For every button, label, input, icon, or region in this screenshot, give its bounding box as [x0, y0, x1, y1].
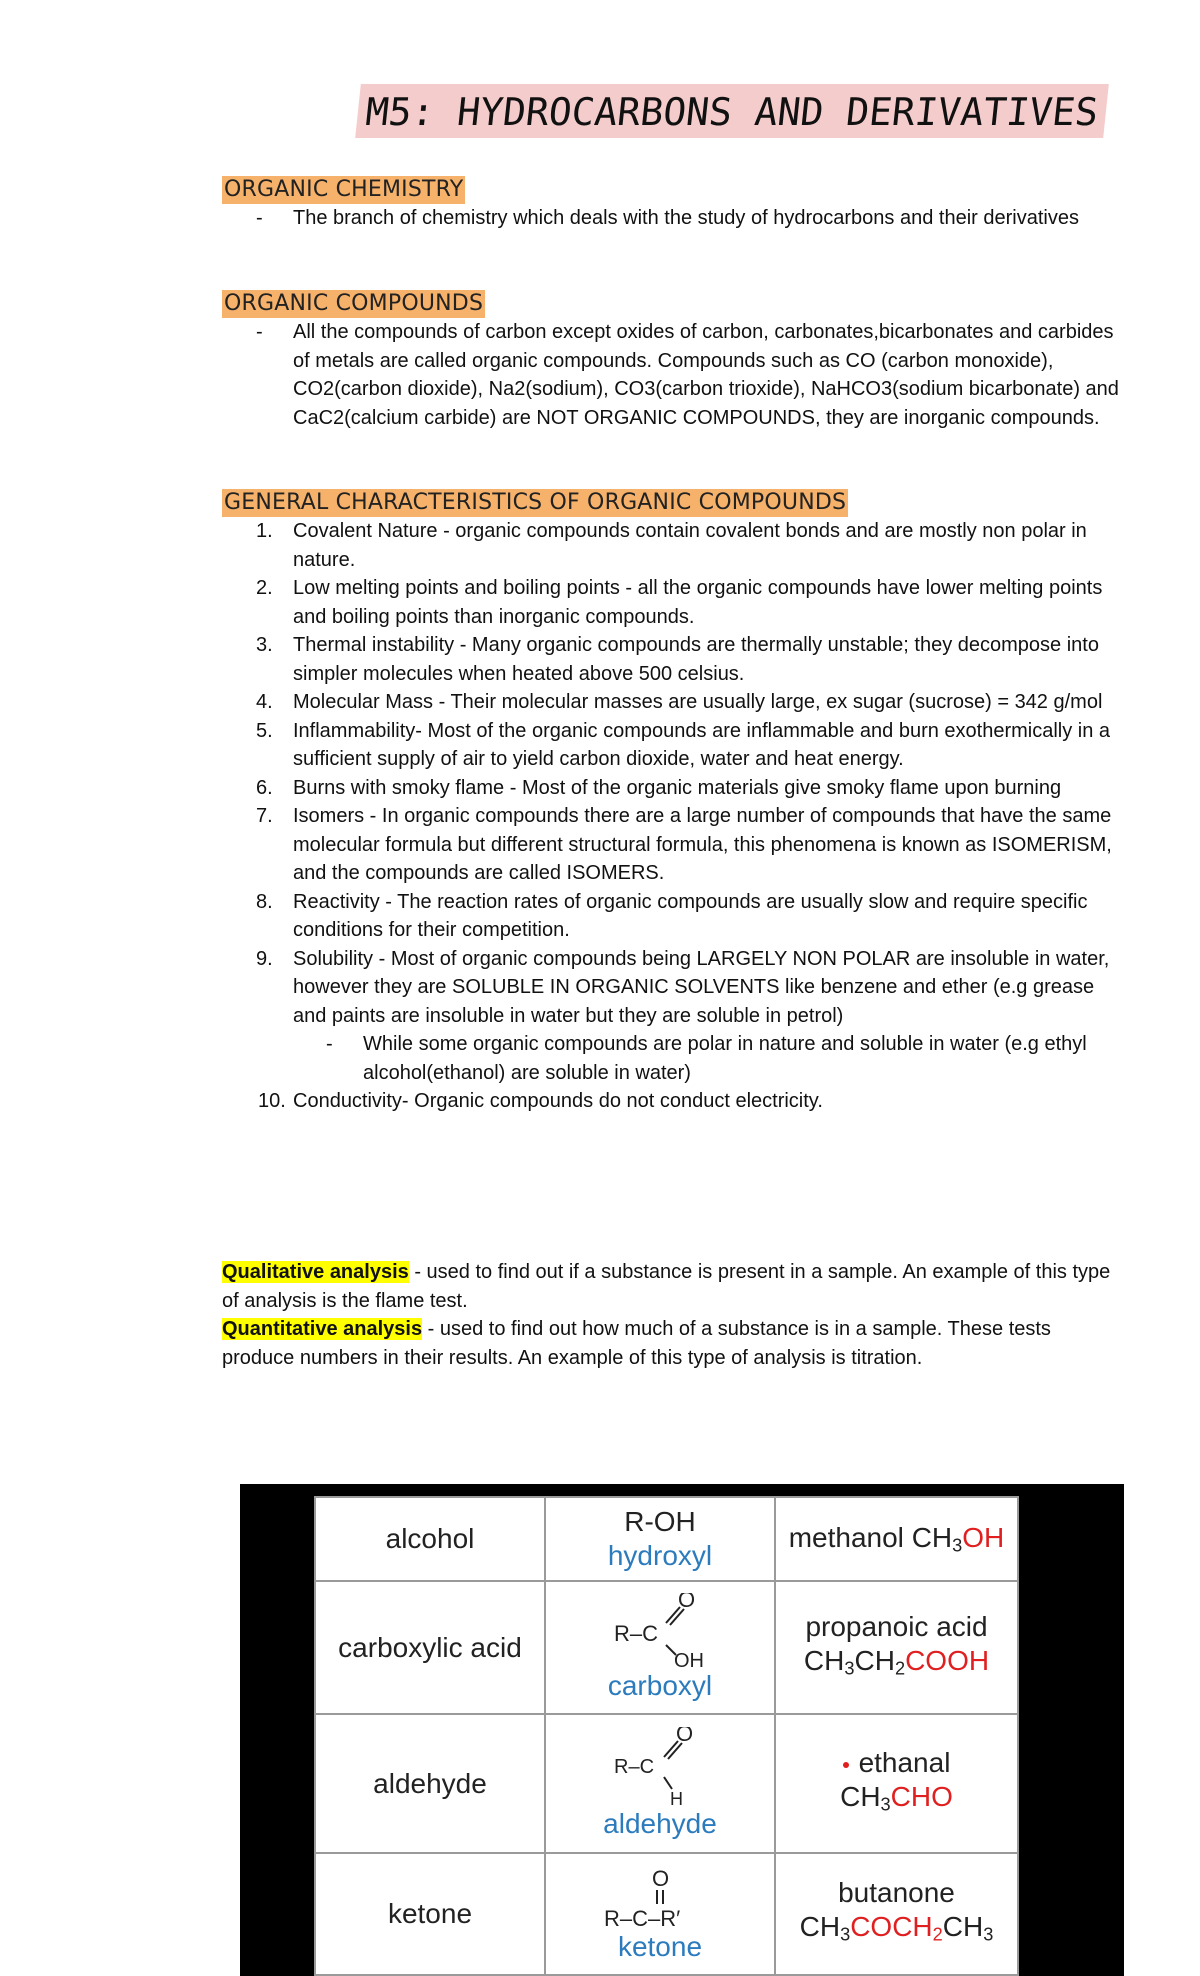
- quantitative-paragraph: [222, 1315, 1122, 1372]
- group-name: carboxyl: [607, 1669, 713, 1701]
- characteristics-list-end: [222, 1087, 1132, 1116]
- svg-text:O: O: [678, 1592, 696, 1612]
- group-name: ketone: [617, 1931, 703, 1963]
- class-cell: aldehyde: [315, 1714, 545, 1853]
- list-text: Isomers - In organic compounds there are a large number of compounds that have the same molecular formula but different structural formula, this phenomena is known as ISOMERISM, and the compounds are called ISOMERS.: [293, 805, 1112, 884]
- sub-list-item: - While some organic compounds are polar in nature and soluble in water (e.g ethyl alcohol(ethanol) are soluble in water): [222, 1030, 1132, 1087]
- carboxyl-structure: [600, 1593, 720, 1669]
- list-text: Reactivity - The reaction rates of organic compounds are usually slow and require specific conditions for their competition.: [293, 890, 1088, 941]
- list-number: 8.: [256, 890, 273, 913]
- class-cell: ketone: [315, 1853, 545, 1975]
- quantitative-term: Quantitative analysis: [222, 1318, 423, 1340]
- definition-organic-chemistry: - The branch of chemistry which deals with the study of hydrocarbons and their derivatives: [222, 204, 1122, 233]
- red-dot-icon: [843, 1762, 849, 1768]
- list-number: 2.: [256, 577, 273, 599]
- example-cell: [775, 1714, 1018, 1853]
- list-text: Conductivity- Organic compounds do not conduct electricity.: [293, 1090, 823, 1112]
- example-name-row: [776, 1746, 1017, 1780]
- list-text: Burns with smoky flame - Most of the organic materials give smoky flame upon burning: [293, 776, 1062, 799]
- list-item: [222, 888, 1132, 945]
- example-name: propanoic acid: [805, 1610, 988, 1642]
- functional-groups-figure: [240, 1484, 1124, 1976]
- list-number: 4.: [256, 691, 273, 713]
- qualitative-paragraph: [222, 1258, 1122, 1315]
- table-row: [315, 1853, 1018, 1975]
- group-formula: R-OH: [624, 1505, 696, 1537]
- example-cell: [775, 1853, 1018, 1975]
- list-item: [222, 717, 1132, 774]
- list-text: Low melting points and boiling points - all the organic compounds have lower melting points and boiling points than inorganic compounds.: [293, 577, 1103, 628]
- section-organic-chemistry: [222, 176, 1122, 233]
- list-text: Covalent Nature - organic compounds contain covalent bonds and are mostly non polar in nature.: [293, 520, 1087, 571]
- example-cell: [775, 1581, 1018, 1715]
- list-number: 1.: [256, 520, 273, 542]
- table-row: [315, 1714, 1018, 1853]
- svg-text:O: O: [676, 1726, 694, 1746]
- svg-text:R–C–R′: R–C–R′: [604, 1906, 681, 1931]
- example-cell: [775, 1497, 1018, 1581]
- example-name: butanone: [838, 1877, 955, 1909]
- ketone-structure: [590, 1864, 730, 1930]
- section-analysis: [222, 1258, 1122, 1372]
- table-row: [315, 1581, 1018, 1715]
- list-text: Solubility - Most of organic compounds being LARGELY NON POLAR are insoluble in water, however they are SOLUBLE IN ORGANIC SOLVENTS like benzene and ether (e.g grease and paints are insoluble in water but they are soluble in petrol): [293, 947, 1110, 1027]
- list-number: 9.: [256, 947, 273, 970]
- list-number: 10.: [258, 1090, 286, 1112]
- heading-organic-chemistry: ORGANIC CHEMISTRY: [224, 177, 464, 202]
- svg-text:R–C: R–C: [614, 1620, 659, 1646]
- list-number: 3.: [256, 634, 273, 656]
- example-formula: $CH_3CH_2COOH$: [803, 1644, 990, 1679]
- list-item: [222, 945, 1132, 1031]
- list-item: [222, 574, 1132, 631]
- list-text: Molecular Mass - Their molecular masses are usually large, ex sugar (sucrose) = 342 g/mol: [293, 691, 1103, 713]
- group-cell: [545, 1497, 775, 1581]
- svg-text:H: H: [670, 1788, 683, 1807]
- list-number: 5.: [256, 719, 273, 742]
- list-number: 7.: [256, 805, 273, 827]
- example-formula: $CH_3COCH_2CH_3$: [799, 1911, 994, 1945]
- group-cell: [545, 1581, 775, 1715]
- example-name: ethanal: [858, 1747, 951, 1778]
- example-formula: $CH_3OH$: [911, 1521, 1005, 1556]
- aldehyde-structure: [600, 1727, 720, 1807]
- list-number: 6.: [256, 776, 273, 799]
- heading-organic-compounds: ORGANIC COMPOUNDS: [224, 291, 484, 316]
- group-name: hydroxyl: [607, 1539, 713, 1571]
- list-text: Inflammability- Most of the organic compounds are inflammable and burn exothermically in a sufficient supply of air to yield carbon dioxide, water and heat energy.: [293, 719, 1111, 770]
- section-characteristics: [222, 489, 1132, 1116]
- list-item: [222, 1087, 1132, 1116]
- list-item: [222, 517, 1132, 574]
- example-name: methanol: [788, 1521, 904, 1553]
- class-cell: alcohol: [315, 1497, 545, 1581]
- list-item: [222, 802, 1132, 888]
- class-cell: carboxylic acid: [315, 1581, 545, 1715]
- definition-organic-compounds: - All the compounds of carbon except oxides of carbon, carbonates,bicarbonates and carbides of metals are called organic compounds. Compounds such as CO (carbon monoxide), CO2(carbon dioxide), Na2(sodium), CO3(carbon trioxide), NaHCO3(sodium bicarbonate) and CaC2(calcium carbide) are NOT ORGANIC COMPOUNDS, they are inorganic compounds.: [222, 318, 1122, 432]
- characteristics-list: [222, 517, 1132, 1030]
- qualitative-term: Qualitative analysis: [222, 1261, 409, 1283]
- title-block: [358, 84, 1106, 138]
- svg-text:O: O: [652, 1866, 670, 1892]
- group-cell: [545, 1853, 775, 1975]
- svg-text:OH: OH: [674, 1649, 704, 1669]
- functional-groups-table: [314, 1496, 1019, 1976]
- group-cell: [545, 1714, 775, 1853]
- list-item: [222, 631, 1132, 688]
- list-item: [222, 774, 1132, 803]
- quantitative-text: - used to find out how much of a substance is in a sample. These tests produce numbers in their results. An example of this type of analysis is titration.: [222, 1318, 1051, 1369]
- heading-characteristics: GENERAL CHARACTERISTICS OF ORGANIC COMPOUNDS: [224, 490, 847, 515]
- group-name: aldehyde: [603, 1807, 717, 1839]
- section-organic-compounds: [222, 290, 1122, 432]
- qualitative-text: - used to find out if a substance is present in a sample. An example of this type of analysis is the flame test.: [222, 1261, 1111, 1312]
- page-title: M5: HYDROCARBONS AND DERIVATIVES: [355, 84, 1109, 138]
- list-text: Thermal instability - Many organic compounds are thermally unstable; they decompose into simpler molecules when heated above 500 celsius.: [293, 634, 1099, 685]
- table-row: [315, 1497, 1018, 1581]
- example-formula: $CH_3CHO$: [840, 1781, 953, 1815]
- svg-text:R–C: R–C: [614, 1755, 655, 1778]
- list-item: [222, 688, 1132, 717]
